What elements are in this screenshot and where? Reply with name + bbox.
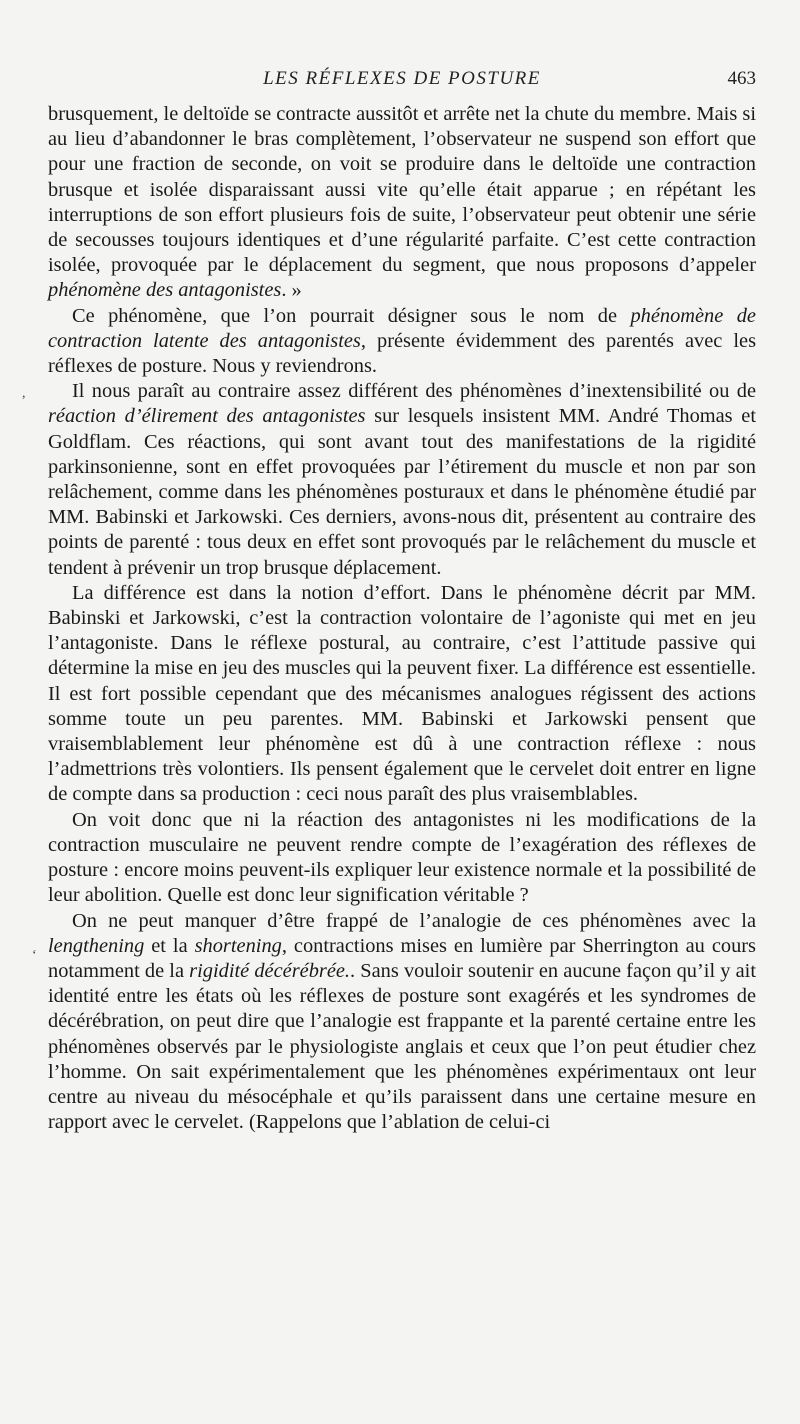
body-text	[48, 102, 756, 1135]
italic-term: réaction d’élirement des antagonistes	[48, 405, 366, 428]
text-run: , présente évidemment des parentés avec les réflexes de posture. Nous y reviendrons.	[48, 329, 757, 378]
paragraph	[48, 379, 756, 581]
italic-term: phénomène des antagonistes	[48, 279, 282, 302]
italic-term: phénomène de contraction latente des antagonistes	[48, 304, 756, 352]
margin-mark: ‘	[32, 948, 37, 963]
text-run: et la	[144, 934, 195, 957]
paragraph	[48, 102, 756, 304]
text-run: On ne peut manquer d’être frappé de l’analogie de ces phénomènes avec la	[72, 909, 756, 932]
paragraph	[48, 909, 756, 1136]
page-number: 463	[727, 68, 756, 89]
page-header	[48, 62, 756, 102]
text-run: On voit donc que ni la réaction des antagonistes ni les modifications de la contraction musculaire ne peuvent rendre compte de l’exagération des réflexes de posture : encore moins peuvent-ils expliquer leur existence normale et la possibilité de leur abolition. Quelle est donc leur signification véritable ?	[48, 808, 756, 907]
text-run: . »	[281, 279, 302, 302]
italic-term: rigidité décérébrée.	[189, 959, 351, 982]
text-run: , contractions mises en lumière par Sherrington au cours notamment de la	[48, 934, 756, 982]
paragraph	[48, 808, 756, 909]
paragraph	[48, 304, 756, 380]
text-run: . Sans vouloir soutenir en aucune façon qu’il y ait identité entre les états où les réflexes de posture sont exagérés et les syndromes de décérébration, on peut dire que l’analogie est frappante et la parenté certaine entre les phénomènes observés par le physiologiste anglais et ceux que l’on peut étudier chez l’homme. On sait expérimentalement que les phénomènes expérimentaux ont leur centre au niveau du mésocéphale et qu’ils paraissent dans une certaine mesure en rapport avec le cervelet. (Rappelons que l’ablation de celui-ci	[48, 959, 756, 1134]
italic-term: shortening	[194, 934, 282, 957]
text-run: Ce phénomène, que l’on pourrait désigner sous le nom de	[72, 304, 631, 327]
text-run: Il nous paraît au contraire assez différent des phénomènes d’inextensibilité ou de	[72, 380, 756, 403]
text-run: La différence est dans la notion d’effort. Dans le phénomène décrit par MM. Babinski et Jarkowski, c’est la contraction volontaire de l’agoniste qui met en jeu l’antagoniste. Dans le réflexe postural, au contraire, c’est l’attitude passive qui détermine la mise en jeu des muscles qui la peuvent fixer. La différence est essentielle. Il est fort possible cependant que des mécanismes analogues régissent des actions somme toute un peu parentes. MM. Babinski et Jarkowski pensent que vraisemblablement leur phénomène est dû à une contraction réflexe : nous l’admettrions très volontiers. Ils pensent également que le cervelet doit entrer en ligne de compte dans sa production : ceci nous paraît des plus vraisemblables.	[48, 581, 756, 806]
paragraph	[48, 581, 756, 808]
text-run: sur lesquels insistent MM. André Thomas et Goldflam. Ces réactions, qui sont avant tout des manifestations de la rigidité parkinsonienne, sont en effet provoquées par l’étirement du muscle et non par son relâchement, comme dans les phénomènes posturaux et dans le phénomène étudié par MM. Babinski et Jarkowski. Ces derniers, avons-nous dit, présentent au contraire des points de parenté : tous deux en effet sont provoqués par le relâchement du muscle et tendent à prévenir un trop brusque déplacement.	[48, 405, 757, 579]
running-title: LES RÉFLEXES DE POSTURE	[263, 68, 541, 89]
italic-term: lengthening	[48, 934, 145, 957]
margin-mark: ,	[22, 386, 26, 401]
text-run: brusquement, le deltoïde se contracte aussitôt et arrête net la chute du membre. Mais si au lieu d’abandonner le bras complètement, l’observateur ne suspend son effort que pour une fraction de seconde, on voit se produire dans le deltoïde une contraction brusque et isolée disparaissant aussi vite qu’elle était apparue ; en répétant les interruptions de son effort plusieurs fois de suite, l’observateur peut obtenir une série de secousses toujours identiques et d’une régularité parfaite. C’est cette contraction isolée, provoquée par le déplacement du segment, que nous proposons d’appeler	[48, 103, 756, 277]
